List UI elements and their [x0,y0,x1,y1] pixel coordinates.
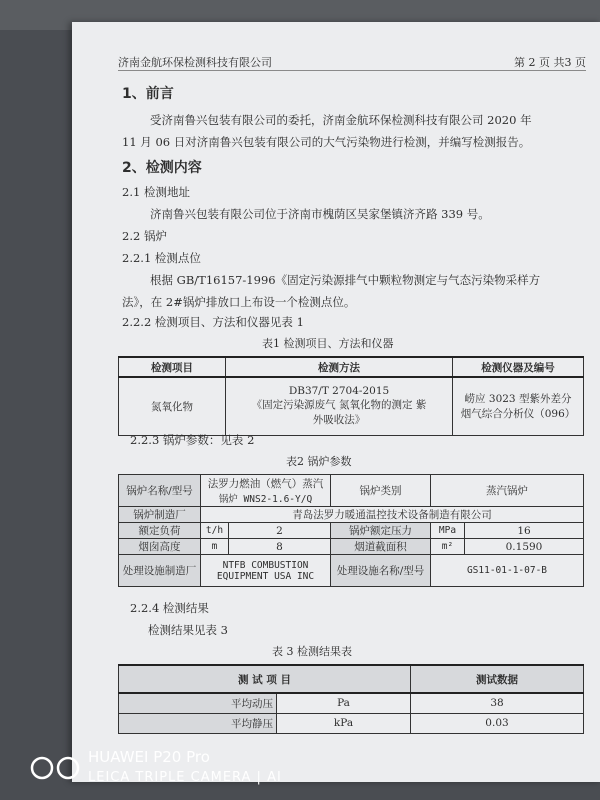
table-row [119,693,584,713]
table-row [119,713,584,733]
section-2-2-1: 2.2.1 检测点位 [122,251,201,265]
table3-caption: 表 3 检测结果表 [272,645,352,658]
boiler-model-line: 锅炉 WNS2-1.6-Y/Q [218,494,313,505]
rated-load-label: 额定负荷 [119,523,201,539]
table-row [119,475,584,507]
section-2-2-2: 2.2.2 检测项目、方法和仪器见表 1 [122,315,304,329]
facility-maker-line: EQUIPMENT USA INC [216,570,315,582]
table1-method [226,377,453,435]
boiler-name-value [201,475,331,507]
manufacturer-label: 锅炉制造厂 [119,507,201,523]
chimney-height-label: 烟囱高度 [119,539,201,555]
boiler-name-label: 锅炉名称/型号 [119,475,201,507]
instrument-line: 烟气综合分析仪（096） [460,408,576,421]
chimney-height-value: 8 [229,539,331,555]
facility-maker-line: NTFB COMBUSTION [222,559,309,571]
rated-pressure-unit: MPa [431,523,465,539]
point-text-line-2: 法》，在 2#锅炉排放口上布设一个检测点位。 [122,295,356,309]
facility-maker-value [201,555,331,587]
document-page [72,22,600,782]
table1-item: 氮氧化物 [119,377,226,435]
section-2-2: 2.2 锅炉 [122,229,167,243]
facility-model-label: 处理设施名称/型号 [331,555,431,587]
header-page-number: 第 2 页 共3 页 [514,56,586,69]
instrument-line: 崂应 3023 型紫外差分 [464,393,572,406]
table1-header: 检测仪器及编号 [453,357,584,377]
chimney-height-unit: m [201,539,229,555]
facility-maker-label: 处理设施制造厂 [119,555,201,587]
preface-line-1: 受济南鲁兴包装有限公司的委托，济南金航环保检测科技有限公司 2020 年 [150,113,532,127]
result-name: 平均静压 [119,713,277,733]
result-unit: Pa [277,693,411,713]
rated-load-unit: t/h [201,523,229,539]
watermark-camera: LEICA TRIPLE CAMERA | AI [88,770,282,785]
table3-header: 测 试 项 目 [119,665,411,693]
flue-area-unit: m² [431,539,465,555]
results-text: 检测结果见表 3 [148,623,228,637]
result-name: 平均动压 [119,693,277,713]
method-line: DB37/T 2704-2015 [288,385,390,398]
header-company: 济南金航环保检测科技有限公司 [118,56,272,69]
flue-area-label: 烟道截面积 [331,539,431,555]
rated-pressure-value: 16 [465,523,584,539]
section-2-2-3: 2.2.3 锅炉参数：见表 2 [130,433,255,447]
result-unit: kPa [277,713,411,733]
table1 [118,356,584,436]
heading-test-content: 2、检测内容 [122,160,202,176]
boiler-type-value: 蒸汽锅炉 [431,475,584,507]
boiler-type-label: 锅炉类别 [331,475,431,507]
table1-caption: 表1 检测项目、方法和仪器 [262,337,394,350]
method-line: 外吸收法》 [312,414,366,427]
test-address-text: 济南鲁兴包装有限公司位于济南市槐荫区吴家堡镇济齐路 339 号。 [150,207,490,221]
watermark-model: HUAWEI P20 Pro [88,748,210,766]
rated-pressure-label: 锅炉额定压力 [331,523,431,539]
result-value: 0.03 [411,713,584,733]
table-row [119,523,584,539]
preface-line-2: 11 月 06 日对济南鲁兴包装有限公司的大气污染物进行检测，并编写检测报告。 [122,135,531,149]
table3-header: 测试数据 [411,665,584,693]
page-header [118,54,586,71]
table-row [119,377,584,435]
section-2-1: 2.1 检测地址 [122,185,190,199]
facility-model-value: GS11-01-1-07-B [431,555,584,587]
table1-instrument [453,377,584,435]
table-row [119,555,584,587]
boiler-name-line: 法罗力燃油（燃气）蒸汽 [207,478,324,490]
heading-preface: 1、前言 [122,86,174,102]
flue-area-value: 0.1590 [465,539,584,555]
method-line: 《固定污染源废气 氮氧化物的测定 紫 [251,399,427,412]
table2-caption: 表2 锅炉参数 [286,455,352,468]
rated-load-value: 2 [229,523,331,539]
table2 [118,474,584,587]
section-2-2-4: 2.2.4 检测结果 [130,601,209,615]
point-text-line-1: 根据 GB/T16157-1996《固定污染源排气中颗粒物测定与气态污染物采样方 [150,273,541,287]
table1-header: 检测项目 [119,357,226,377]
table-row [119,665,584,693]
manufacturer-value: 青岛法罗力暖通温控技术设备制造有限公司 [201,507,584,523]
table1-header: 检测方法 [226,357,453,377]
table-row [119,539,584,555]
table-row [119,507,584,523]
camera-lens-icon [30,756,82,780]
result-value: 38 [411,693,584,713]
table3 [118,664,584,734]
